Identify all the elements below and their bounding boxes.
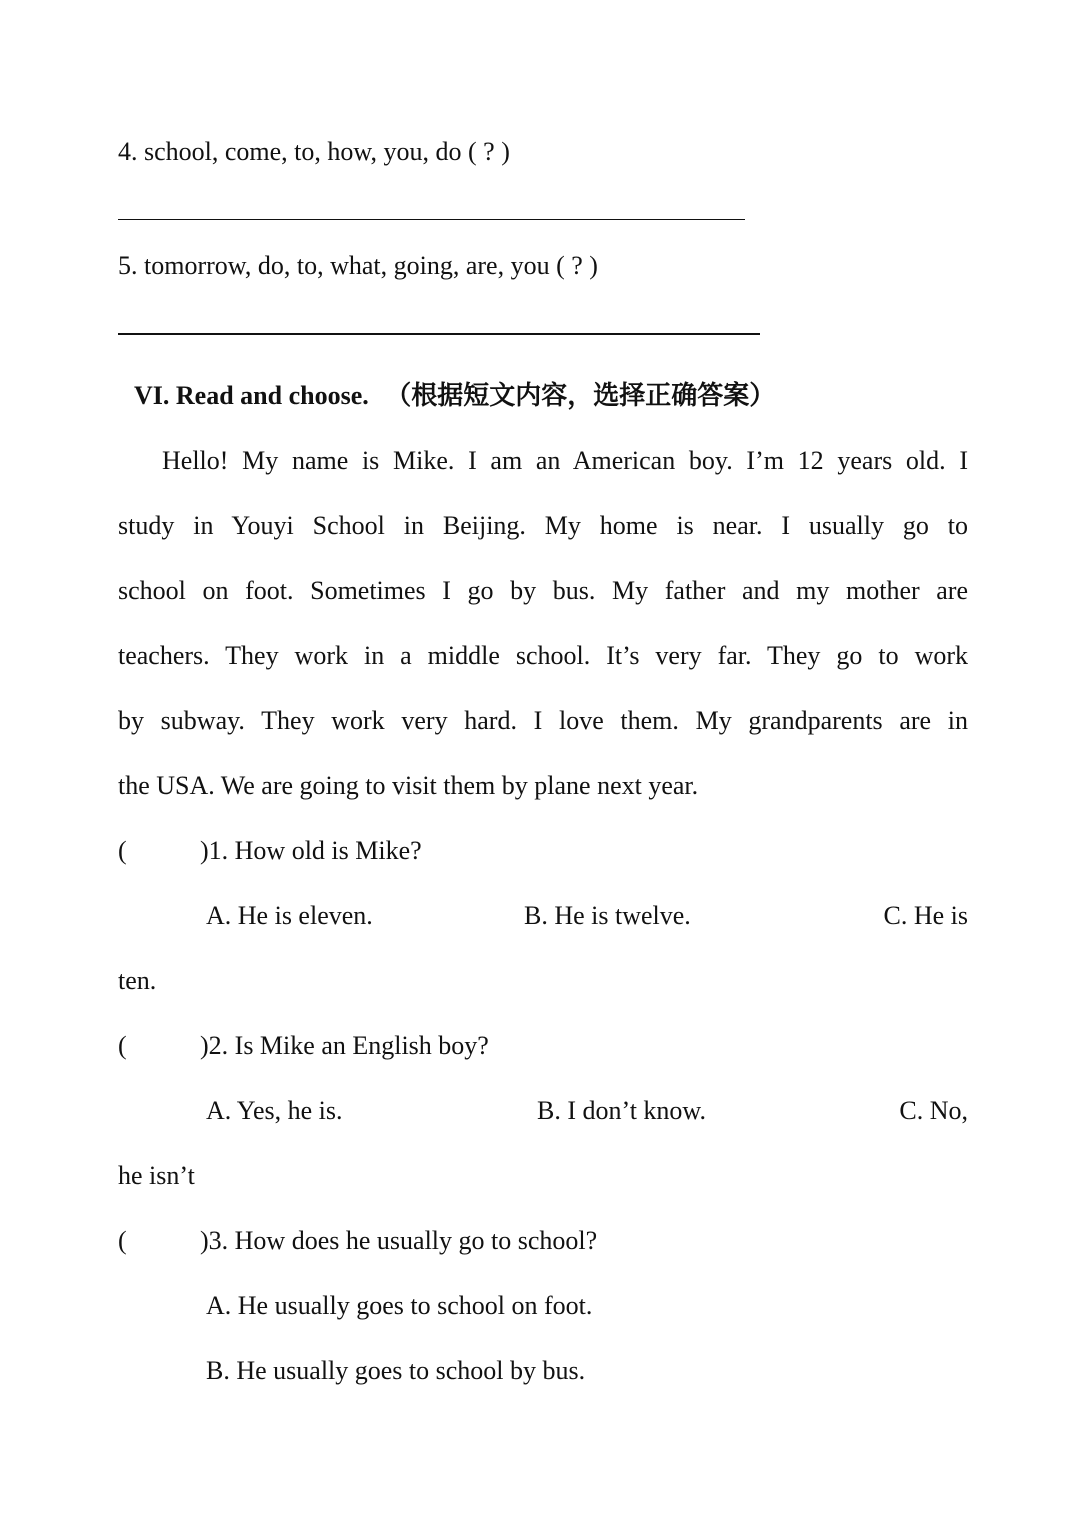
- question-1-option-c: C. He is: [883, 901, 968, 930]
- question-2-option-b: B. I don’t know.: [537, 1096, 706, 1125]
- question-2-option-c: C. No,: [899, 1096, 968, 1125]
- reorder-question-5: 5. tomorrow, do, to, what, going, are, you ( ? ): [118, 251, 598, 280]
- answer-blank-open-paren: (: [118, 1226, 127, 1255]
- passage-line-5: by subway. They work very hard. I love them. My grandparents are in: [118, 706, 968, 735]
- answer-line-4: [118, 219, 745, 220]
- section-heading-chinese: （根据短文内容，选择正确答案）: [385, 381, 776, 411]
- question-3-text: )3. How does he usually go to school?: [200, 1226, 598, 1255]
- question-2-option-a: A. Yes, he is.: [206, 1096, 343, 1125]
- question-1-option-a: A. He is eleven.: [206, 901, 373, 930]
- question-1-text: )1. How old is Mike?: [200, 836, 422, 865]
- question-1-option-c-continued: ten.: [118, 966, 157, 995]
- section-heading: [134, 380, 775, 412]
- passage-line-1: Hello! My name is Mike. I am an American boy. I’m 12 years old. I: [162, 446, 968, 475]
- passage-line-4: teachers. They work in a middle school. It’s very far. They go to work: [118, 641, 968, 670]
- passage-line-3: school on foot. Sometimes I go by bus. My father and my mother are: [118, 576, 968, 605]
- question-3-option-b: B. He usually goes to school by bus.: [206, 1356, 586, 1385]
- passage-line-2: study in Youyi School in Beijing. My home is near. I usually go to: [118, 511, 968, 540]
- answer-blank-open-paren: (: [118, 836, 127, 865]
- answer-blank-open-paren: (: [118, 1031, 127, 1060]
- question-3-option-a: A. He usually goes to school on foot.: [206, 1291, 593, 1320]
- passage-line-6: the USA. We are going to visit them by plane next year.: [118, 771, 699, 800]
- question-2-text: )2. Is Mike an English boy?: [200, 1031, 489, 1060]
- question-2-option-c-continued: he isn’t: [118, 1161, 195, 1190]
- question-1-option-b: B. He is twelve.: [524, 901, 691, 930]
- section-heading-english: VI. Read and choose.: [134, 381, 369, 410]
- reorder-question-4: 4. school, come, to, how, you, do ( ? ): [118, 137, 510, 166]
- answer-line-5: [118, 333, 760, 335]
